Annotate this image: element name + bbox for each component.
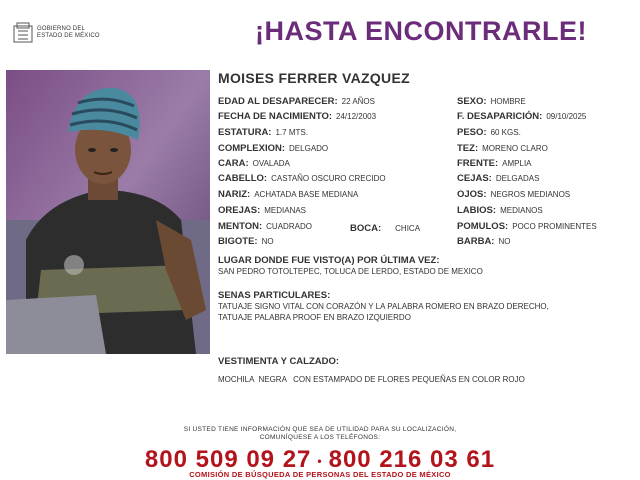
field-value: CHICA <box>395 224 421 233</box>
field-label: ESTATURA: <box>218 127 272 138</box>
field-frente <box>457 158 532 169</box>
field-label: BARBA: <box>457 236 495 247</box>
field-label: EDAD AL DESAPARECER: <box>218 96 338 107</box>
field-labios <box>457 205 543 216</box>
field-value: MEDIANAS <box>264 206 307 215</box>
phone-separator: • <box>317 453 323 468</box>
field-label: POMULOS: <box>457 221 509 232</box>
last-seen-label: LUGAR DONDE FUE VISTO(A) POR ÚLTIMA VEZ: <box>218 255 440 266</box>
particular-marks-label: SENAS PARTICULARES: <box>218 290 331 301</box>
gov-line-1: GOBIERNO DEL <box>37 26 86 32</box>
contact-note-line-2: COMUNÍQUESE A LOS TELÉFONOS: <box>259 434 381 441</box>
field-value: DELGADAS <box>495 174 540 183</box>
field-label: TEZ: <box>457 143 479 154</box>
field-value: MEDIANOS <box>500 206 543 215</box>
field-value: CASTAÑO OSCURO CRECIDO <box>271 174 386 183</box>
field-label: OJOS: <box>457 189 487 200</box>
field-label: CARA: <box>218 158 249 169</box>
field-value: CUADRADO <box>266 222 312 231</box>
field-label: F. DESAPARICIÓN: <box>457 111 543 122</box>
field-value: NO <box>261 237 274 246</box>
field-value: NO <box>498 237 511 246</box>
particular-marks-line-1: TATUAJE SIGNO VITAL CON CORAZÓN Y LA PALABRA ROMERO EN BRAZO DERECHO, <box>218 302 549 311</box>
field-value: HOMBRE <box>490 97 526 106</box>
field-bigote <box>218 236 274 247</box>
field-menton <box>218 221 312 232</box>
government-name <box>37 26 100 40</box>
field-ojos <box>457 189 570 200</box>
field-label: OREJAS: <box>218 205 261 216</box>
gov-line-2: ESTADO DE MÉXICO <box>37 33 100 39</box>
headline: ¡HASTA ENCONTRARLE! <box>255 16 587 46</box>
field-value: 60 KGS. <box>490 128 521 137</box>
field-nacimiento <box>218 111 376 122</box>
field-cejas <box>457 173 539 184</box>
last-seen-value: SAN PEDRO TOTOLTEPEC, TOLUCA DE LERDO, ESTADO DE MEXICO <box>218 267 483 276</box>
field-value: MORENO CLARO <box>482 144 548 153</box>
field-edad <box>218 96 375 107</box>
field-orejas <box>218 205 306 216</box>
person-photo <box>6 70 210 354</box>
field-nariz <box>218 189 358 200</box>
field-cara <box>218 158 290 169</box>
government-logo <box>12 22 122 44</box>
field-value: NEGROS MEDIANOS <box>490 190 571 199</box>
field-desaparicion <box>457 111 586 122</box>
field-label: BIGOTE: <box>218 236 258 247</box>
field-cabello <box>218 173 386 184</box>
field-label: CABELLO: <box>218 173 268 184</box>
field-pomulos <box>457 221 597 232</box>
person-name: MOISES FERRER VAZQUEZ <box>218 70 410 86</box>
field-value: AMPLIA <box>502 159 532 168</box>
field-peso <box>457 127 521 138</box>
field-label: LABIOS: <box>457 205 497 216</box>
field-label: PESO: <box>457 127 487 138</box>
field-estatura <box>218 127 308 138</box>
field-label: SEXO: <box>457 96 487 107</box>
field-value: 1.7 MTS. <box>275 128 308 137</box>
field-value: POCO PROMINENTES <box>512 222 597 231</box>
field-value: 09/10/2025 <box>546 112 587 121</box>
field-label: NARIZ: <box>218 189 251 200</box>
field-tez <box>457 143 548 154</box>
state-seal-icon <box>12 22 34 44</box>
phone-number-2[interactable]: 800 216 03 61 <box>328 446 496 473</box>
field-label: FRENTE: <box>457 158 499 169</box>
field-barba <box>457 236 510 247</box>
field-value: OVALADA <box>252 159 290 168</box>
field-value: 22 AÑOS <box>341 97 375 106</box>
field-label: MENTON: <box>218 221 263 232</box>
field-value: ACHATADA BASE MEDIANA <box>254 190 359 199</box>
field-value: 24/12/2003 <box>336 112 377 121</box>
contact-note-line-1: SI USTED TIENE INFORMACIÓN QUE SEA DE UTILIDAD PARA SU LOCALIZACIÓN, <box>183 426 457 433</box>
field-sexo <box>457 96 526 107</box>
field-label: BOCA: <box>350 223 382 234</box>
field-label: FECHA DE NACIMIENTO: <box>218 111 332 122</box>
clothing-label: VESTIMENTA Y CALZADO: <box>218 356 340 367</box>
field-label: COMPLEXION: <box>218 143 286 154</box>
phone-number-1[interactable]: 800 509 09 27 <box>144 446 312 473</box>
particular-marks-line-2: TATUAJE PALABRA PROOF EN BRAZO IZQUIERDO <box>218 313 411 322</box>
field-complexion <box>218 143 328 154</box>
commission-name: COMISIÓN DE BÚSQUEDA DE PERSONAS DEL ESTADO DE MÉXICO <box>189 470 451 479</box>
field-label: CEJAS: <box>457 173 492 184</box>
field-boca <box>350 223 420 234</box>
clothing-value: MOCHILA NEGRA CON ESTAMPADO DE FLORES PEQUEÑAS EN COLOR ROJO <box>218 375 525 384</box>
field-value: DELGADO <box>289 144 329 153</box>
